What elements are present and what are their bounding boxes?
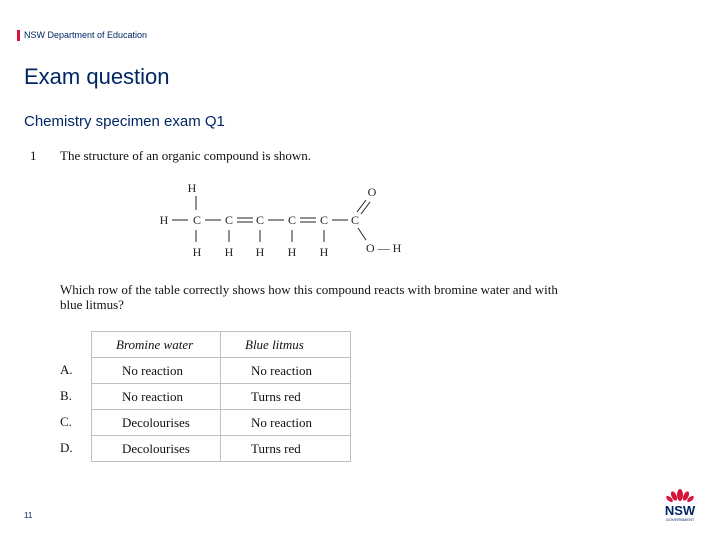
atom-h-bottom-3: H <box>255 245 265 259</box>
option-letter-c: C. <box>60 414 72 429</box>
atom-h-top: H <box>187 181 197 195</box>
table-row <box>92 384 351 410</box>
cell-litmus: No reaction <box>221 410 351 436</box>
cell-bromine: No reaction <box>92 358 221 384</box>
atom-c2: C <box>224 213 234 227</box>
table-header-row <box>92 332 351 358</box>
option-letters <box>60 357 73 461</box>
slide-title: Exam question <box>24 64 170 89</box>
atom-c4: C <box>287 213 297 227</box>
atom-oh: O — H <box>366 241 402 255</box>
logo-subtext: GOVERNMENT <box>665 517 695 522</box>
question-stem: The structure of an organic compound is shown. <box>60 148 312 163</box>
cell-bromine: Decolourises <box>92 436 221 462</box>
table-row <box>92 358 351 384</box>
answer-table <box>91 331 351 462</box>
atom-o-double: O <box>367 185 377 199</box>
waratah-icon <box>665 489 695 503</box>
atom-c5: C <box>319 213 329 227</box>
header-bromine-water: Bromine water <box>92 332 221 358</box>
logo-wordmark: NSW <box>664 503 696 518</box>
atom-c3: C <box>255 213 265 227</box>
option-letter-d: D. <box>60 440 73 455</box>
slide-subtitle: Chemistry specimen exam Q1 <box>24 113 225 130</box>
atom-h-bottom-4: H <box>287 245 297 259</box>
question-prompt: Which row of the table correctly shows how this compound reacts with bromine water and with blue litmus? <box>60 282 558 312</box>
department-name: NSW Department of Education <box>24 30 148 40</box>
cell-litmus: Turns red <box>221 384 351 410</box>
cell-litmus: No reaction <box>221 358 351 384</box>
page-number: 11 <box>24 511 33 520</box>
table-row <box>92 436 351 462</box>
table-row <box>92 410 351 436</box>
atom-h-left: H <box>159 213 169 227</box>
atom-c1: C <box>192 213 202 227</box>
nsw-government-logo <box>660 484 700 524</box>
cell-bromine: No reaction <box>92 384 221 410</box>
atom-h-bottom-2: H <box>224 245 234 259</box>
atom-c6: C <box>350 213 360 227</box>
header-accent-bar <box>17 30 20 41</box>
cell-bromine: Decolourises <box>92 410 221 436</box>
option-letter-a: A. <box>60 362 73 377</box>
option-letter-b: B. <box>60 388 72 403</box>
atom-h-bottom-1: H <box>192 245 202 259</box>
question-number: 1 <box>30 148 37 163</box>
atom-h-bottom-5: H <box>319 245 329 259</box>
cell-litmus: Turns red <box>221 436 351 462</box>
structural-formula <box>150 176 420 266</box>
header-blue-litmus: Blue litmus <box>221 332 351 358</box>
